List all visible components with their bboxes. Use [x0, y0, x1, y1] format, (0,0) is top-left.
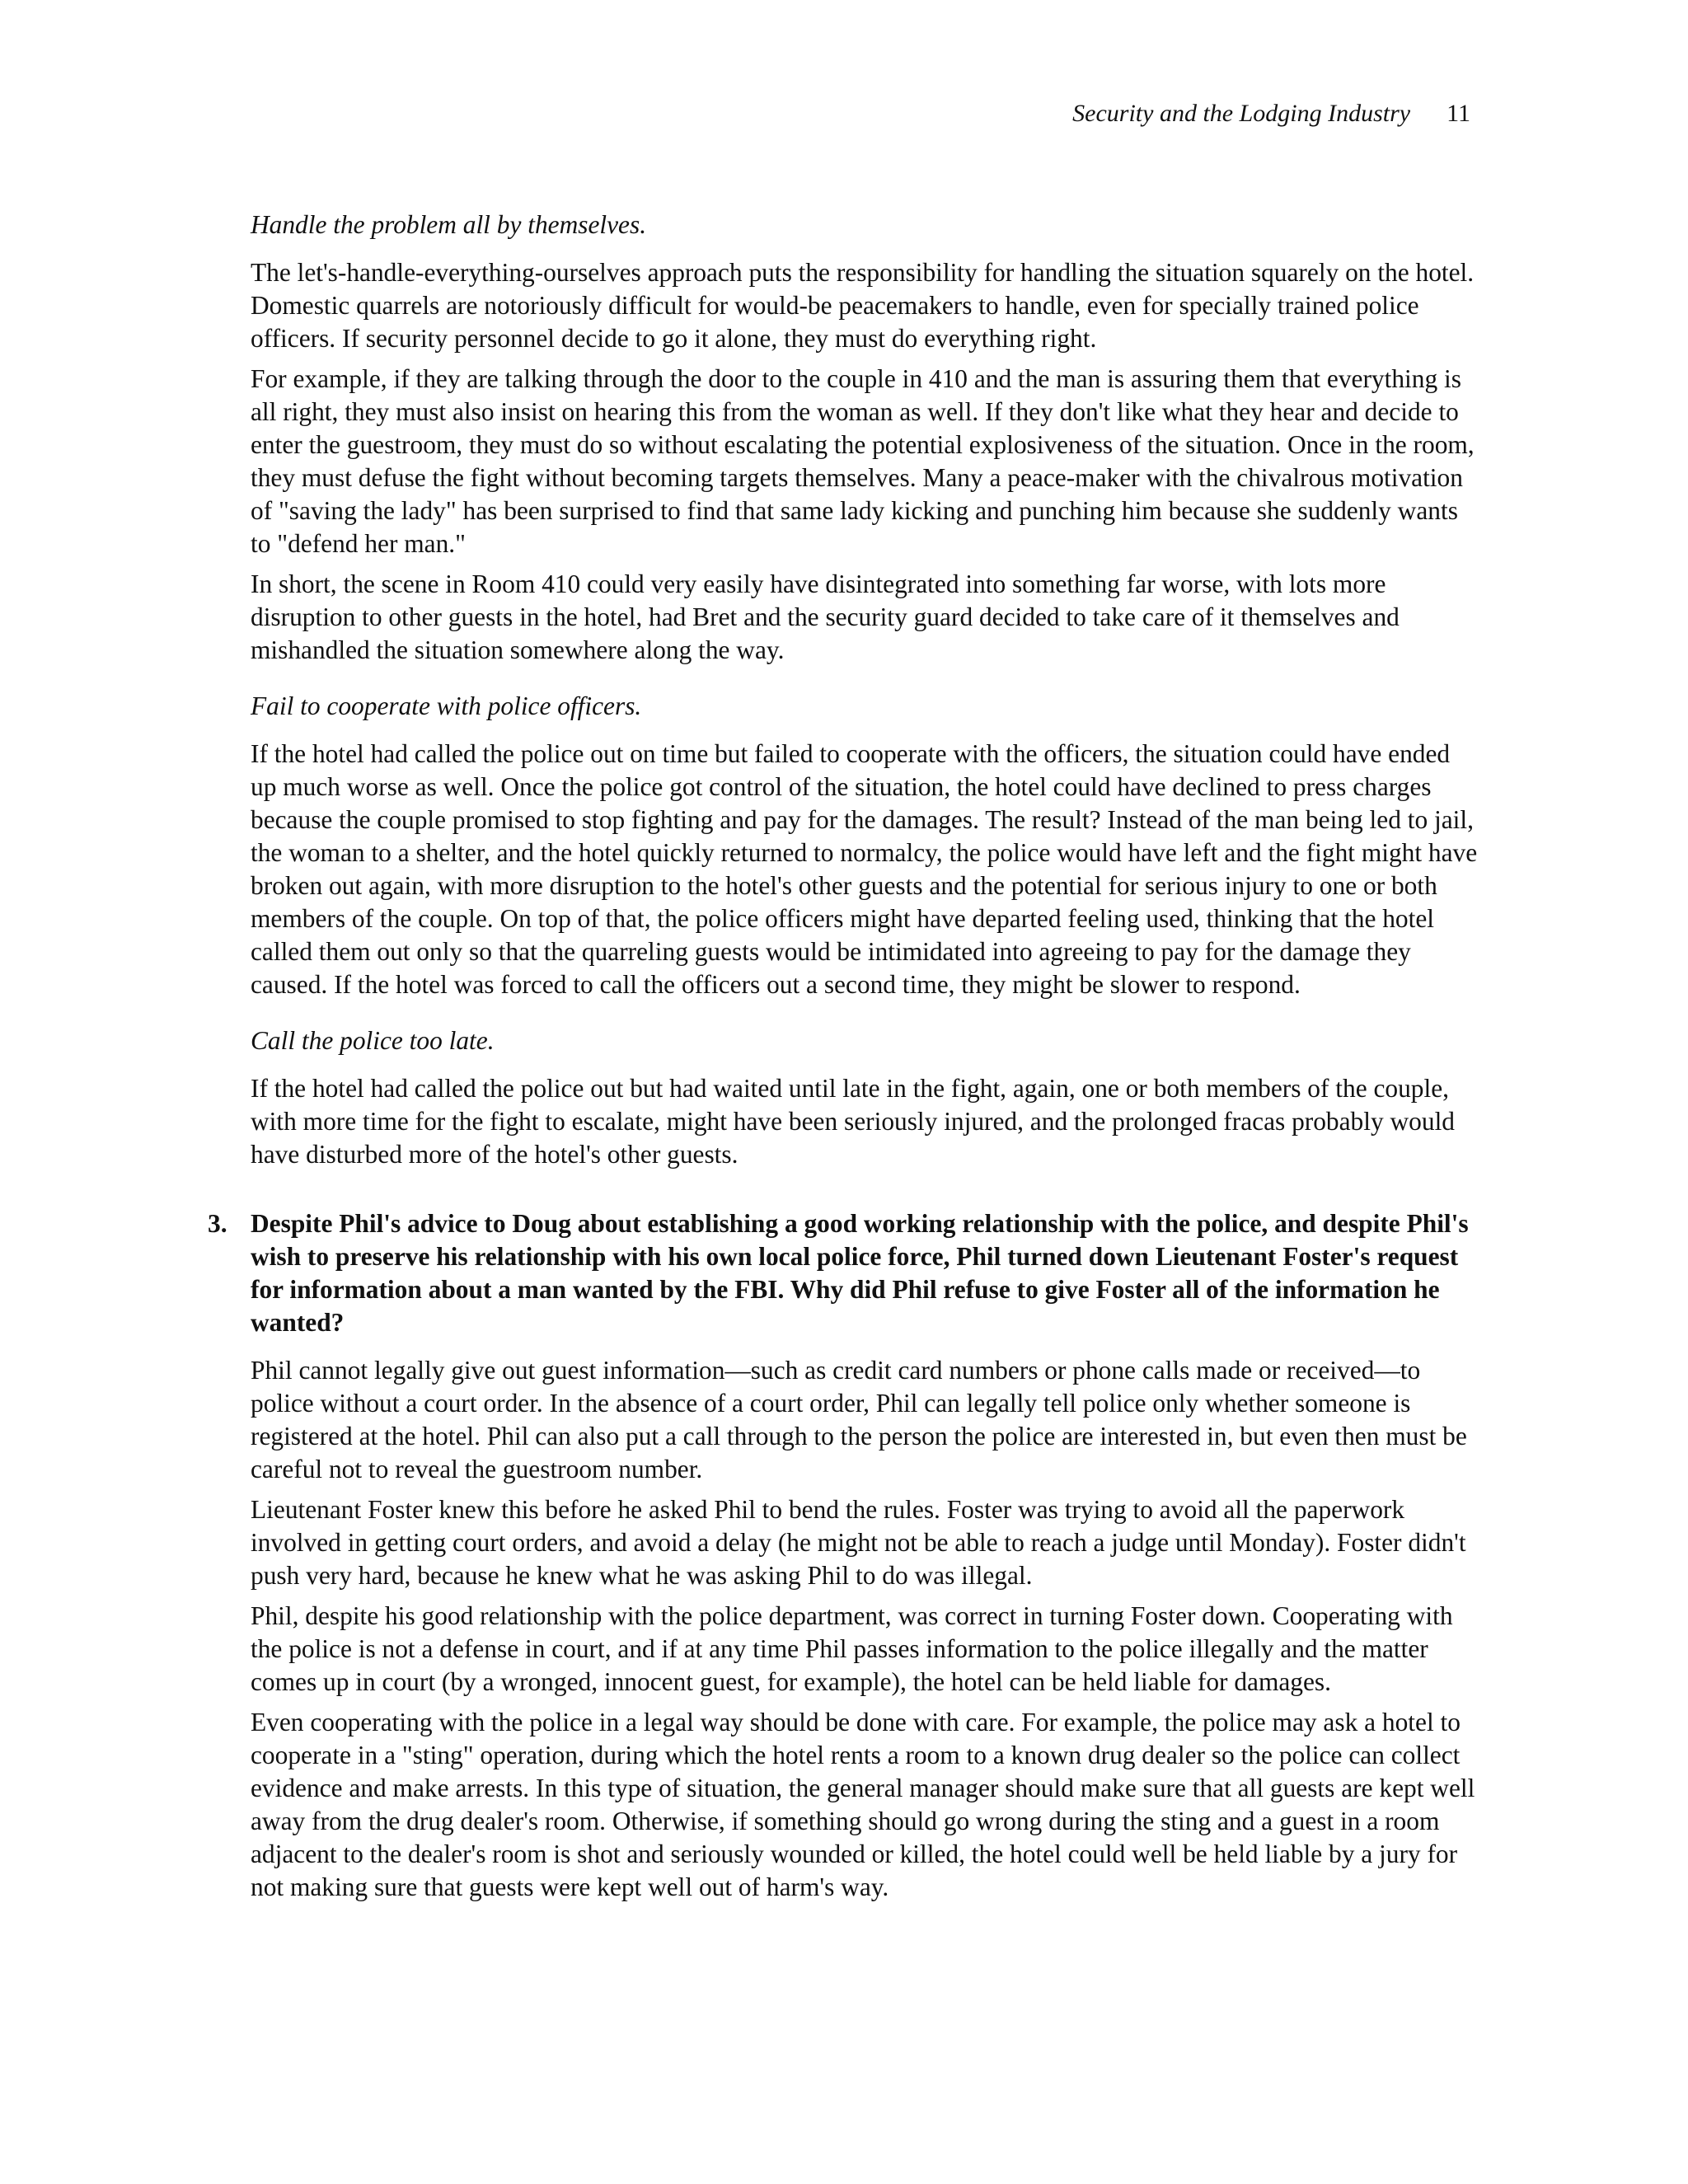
page-number: 11	[1447, 100, 1470, 127]
question-number: 3.	[208, 1209, 227, 1238]
question-3	[208, 1207, 1479, 1339]
section-subhead: Call the police too late.	[251, 1026, 495, 1055]
answer-paragraph: Phil cannot legally give out guest information—such as credit card numbers or phone calls made or received—to police without a court order. In the absence of a court order, Phil can legally tell police only whether someone is registered at the hotel. Phil can also put a call through to the person the police are interested in, but even then must be careful not to reveal the guestroom number.	[251, 1356, 1467, 1483]
answer-paragraph: Lieutenant Foster knew this before he asked Phil to bend the rules. Foster was trying to avoid all the paperwork involved in getting court orders, and avoid a delay (he might not be able to reach a judge until Monday). Foster didn't push very hard, because he knew what he was asking Phil to do was illegal.	[251, 1495, 1466, 1590]
body-paragraph: If the hotel had called the police out but had waited until late in the fight, again, one or both members of the couple, with more time for the fight to escalate, might have been seriously injured, and the prolonged fracas probably would have disturbed more of the hotel's other guests.	[251, 1074, 1455, 1169]
section-fail-to-cooperate	[251, 690, 1479, 1001]
page-body	[208, 209, 1479, 1911]
section-subhead: Handle the problem all by themselves.	[251, 210, 647, 239]
answer-paragraph: Phil, despite his good relationship with the police department, was correct in turning Foster down. Cooperating with the police is not a defense in court, and if at any time Phil passes information to the police illegally and the matter comes up in court (by a wronged, innocent guest, for example), the hotel can be held liable for damages.	[251, 1601, 1453, 1696]
body-paragraph: For example, if they are talking through the door to the couple in 410 and the man is assuring them that everything is all right, they must also insist on hearing this from the woman as well. If they don't like what they hear and decide to enter the guestroom, they must do so without escalating the potential explosiveness of the situation. Once in the room, they must defuse the fight without becoming targets themselves. Many a peace-maker with the chivalrous motivation of "saving the lady" has been surprised to find that same lady kicking and punching him because she suddenly wants to "defend her man."	[251, 364, 1475, 558]
section-call-too-late	[251, 1024, 1479, 1171]
body-paragraph: The let's-handle-everything-ourselves approach puts the responsibility for handling the situation squarely on the hotel. Domestic quarrels are notoriously difficult for would-be peacemakers to handle, even for specially trained police officers. If security personnel decide to go it alone, they must do everything right.	[251, 258, 1475, 353]
section-handle-themselves	[251, 209, 1479, 667]
answer	[251, 1354, 1479, 1904]
body-paragraph: If the hotel had called the police out on time but failed to cooperate with the officers, the situation could have ended up much worse as well. Once the police got control of the situation, the hotel could have declined to press charges because the couple promised to stop fighting and pay for the damages. The result? Instead of the man being led to jail, the woman to a shelter, and the hotel quickly returned to normalcy, the police would have left and the fight might have broken out again, with more disruption to the hotel's other guests and the potential for serious injury to one or both members of the couple. On top of that, the police officers might have departed feeling used, thinking that the hotel called them out only so that the quarreling guests would be intimidated into agreeing to pay for the damage they caused. If the hotel was forced to call the officers out a second time, they might be slower to respond.	[251, 739, 1478, 999]
body-paragraph: In short, the scene in Room 410 could very easily have disintegrated into something far worse, with lots more disruption to other guests in the hotel, had Bret and the security guard decided to take care of it themselves and mishandled the situation somewhere along the way.	[251, 569, 1400, 664]
section-subhead: Fail to cooperate with police officers.	[251, 691, 642, 720]
running-title: Security and the Lodging Industry	[1072, 100, 1411, 127]
question-text: Despite Phil's advice to Doug about establishing a good working relationship with the police, and despite Phil's wish to preserve his relationship with his own local police force, Phil turned down Lieutenant Foster's request for information about a man wanted by the FBI. Why did Phil refuse to give Foster all of the information he wanted?	[251, 1209, 1469, 1337]
answer-paragraph: Even cooperating with the police in a legal way should be done with care. For example, the police may ask a hotel to cooperate in a "sting" operation, during which the hotel rents a room to a known drug dealer so the police can collect evidence and make arrests. In this type of situation, the general manager should make sure that all guests are kept well away from the drug dealer's room. Otherwise, if something should go wrong during the sting and a guest in a room adjacent to the dealer's room is shot and seriously wounded or killed, the hotel could well be held liable by a jury for not making sure that guests were kept well out of harm's way.	[251, 1708, 1475, 1901]
running-header	[1072, 97, 1470, 130]
